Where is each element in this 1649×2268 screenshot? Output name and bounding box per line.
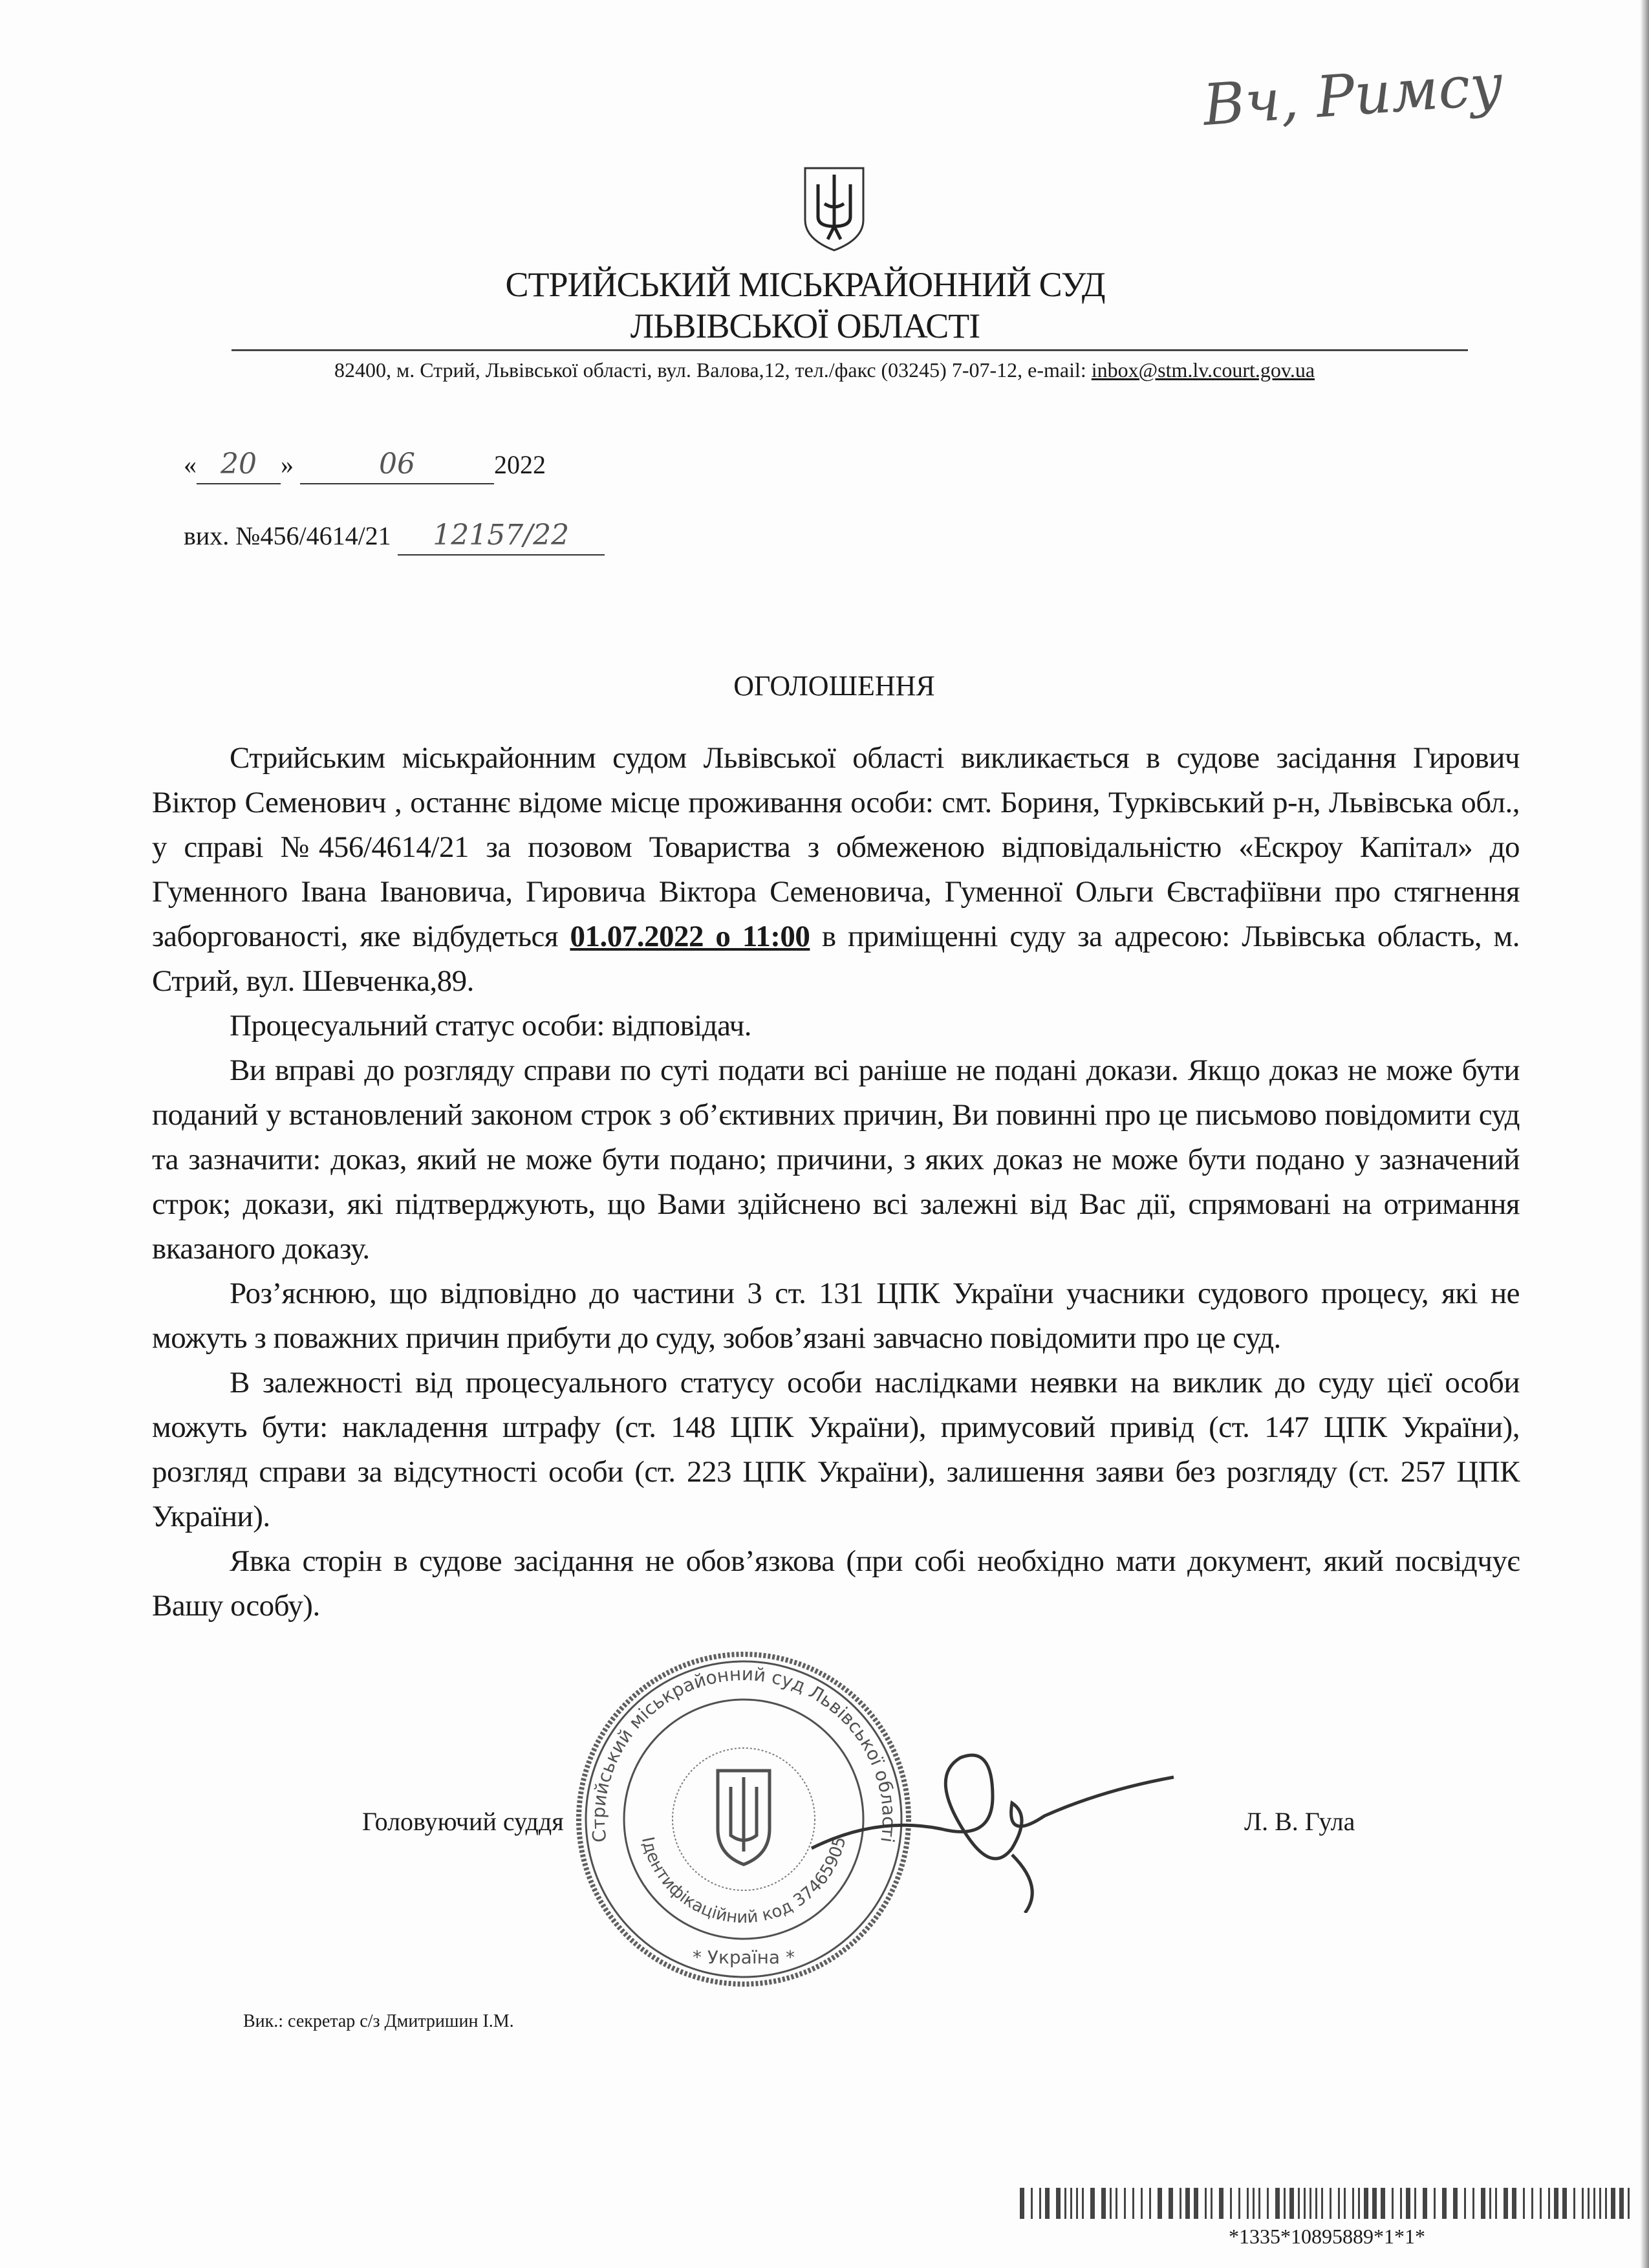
quote-close: » <box>281 450 294 479</box>
document-heading: ОГОЛОШЕННЯ <box>733 670 935 702</box>
date-year: 2022 <box>494 450 546 479</box>
barcode-bar <box>1238 2188 1240 2219</box>
barcode-bar <box>1141 2188 1143 2219</box>
court-address <box>0 357 1649 383</box>
barcode-bar <box>1472 2188 1474 2219</box>
barcode-bar <box>1381 2188 1385 2219</box>
barcode-bar <box>1573 2188 1575 2219</box>
barcode-bar <box>1020 2188 1024 2219</box>
barcode-bar <box>1082 2188 1084 2219</box>
barcode-bar <box>1211 2188 1212 2219</box>
date-month: 06 <box>379 448 415 481</box>
document-date <box>184 446 546 484</box>
barcode-bar <box>1110 2188 1112 2219</box>
paragraph-notice: Роз’яснюю, що відповідно до частини 3 ст. 131 ЦПК України учасники судового процесу, які не можуть з поважних причин прибути до суду, зобов’язані завчасно повідомити про це суд. <box>152 1277 1520 1355</box>
barcode-bar <box>1352 2188 1354 2219</box>
barcode-bar <box>1321 2188 1323 2219</box>
barcode-bar <box>1310 2188 1311 2219</box>
barcode-bar <box>1194 2188 1198 2219</box>
barcode-text: *1335*10895889*1*1* <box>1229 2225 1425 2248</box>
barcode-bar <box>1548 2188 1550 2219</box>
barcode-bar <box>1523 2188 1525 2219</box>
header-divider <box>232 349 1468 351</box>
barcode-bar <box>1330 2188 1331 2219</box>
barcode-bar <box>1045 2188 1050 2219</box>
barcode-bar <box>1124 2188 1126 2219</box>
barcode-bar <box>1503 2188 1508 2219</box>
barcode-bar <box>1230 2188 1232 2219</box>
reference-label: вих. №456/4614/21 <box>184 521 391 550</box>
seal-inner-text: Ідентифікаційний код 37465905 <box>637 1835 850 1928</box>
barcode-bar <box>1628 2188 1630 2219</box>
barcode-bar <box>1512 2188 1516 2219</box>
court-name: СТРИЙСЬКИЙ МІСЬКРАЙОННИЙ СУД <box>505 265 1105 304</box>
quote-open: « <box>184 450 197 479</box>
barcode-bar <box>1298 2188 1300 2219</box>
barcode-bar <box>1554 2188 1558 2219</box>
barcode-bar <box>1414 2188 1416 2219</box>
barcode-bar <box>1070 2188 1072 2219</box>
barcode-bar <box>1582 2188 1584 2219</box>
barcode-bar <box>1540 2188 1542 2219</box>
barcode-bar <box>1064 2188 1066 2219</box>
barcode-bar <box>1076 2188 1078 2219</box>
outgoing-reference <box>184 517 605 556</box>
paragraph-status: Процесуальний статус особи: відповідач. <box>230 1009 752 1042</box>
judge-position: Головуючий суддя <box>362 1807 564 1836</box>
barcode-bar <box>1453 2188 1458 2219</box>
barcode-bar <box>1132 2188 1134 2219</box>
date-day: 20 <box>221 448 257 481</box>
barcode-bar <box>1364 2188 1368 2219</box>
email-link[interactable]: inbox@stm.lv.court.gov.ua <box>1091 358 1315 382</box>
barcode-bar <box>1267 2188 1269 2219</box>
trident-emblem-icon <box>802 165 867 252</box>
barcode-bar <box>1289 2188 1294 2219</box>
document-lower-section <box>152 736 1520 2033</box>
barcode-bar <box>1275 2188 1280 2219</box>
document-body <box>152 736 1520 1628</box>
barcode-bar <box>1116 2188 1117 2219</box>
barcode-bar <box>1605 2188 1607 2219</box>
barcode-bar <box>1056 2188 1061 2219</box>
court-region: ЛЬВІВСЬКОЇ ОБЛАСТІ <box>630 307 980 345</box>
barcode-bar <box>1031 2188 1033 2219</box>
seal-country: * Україна * <box>693 1947 795 1968</box>
barcode-bar <box>1442 2188 1447 2219</box>
barcode-bar <box>1481 2188 1485 2219</box>
barcode-bar <box>1619 2188 1624 2219</box>
paragraph-consequences: В залежності від процесуального статусу особи наслідками неявки на виклик до суду цієї особи можуть бути: накладення штрафу (ст. 148 ЦПК України), примусовий привід (ст. 147 ЦПК України), розгляд справи за відсутності особи (ст. 223 ЦПК України), залишення заяви без розгляду (ст. 257 ЦПК України). <box>152 1366 1520 1533</box>
barcode-bar <box>1400 2188 1402 2219</box>
barcode-bar <box>1434 2188 1436 2219</box>
paragraph-summons <box>152 736 1520 1004</box>
barcode-bar <box>1406 2188 1410 2219</box>
executor-line: Вик.: секретар с/з Дмитришин І.М. <box>243 2011 514 2031</box>
barcode-bar <box>1149 2188 1151 2219</box>
barcode-bar <box>1253 2188 1255 2219</box>
barcode-bar <box>1464 2188 1466 2219</box>
barcode-bar <box>1599 2188 1601 2219</box>
handwritten-note: Вч, Римсу <box>1200 50 1505 139</box>
scan-edge <box>1640 0 1649 2268</box>
barcode-bar <box>1315 2188 1317 2219</box>
barcode-bar <box>1372 2188 1377 2219</box>
judge-signature <box>799 1719 1187 1913</box>
seal-trident-icon <box>718 1771 770 1864</box>
barcode-bar <box>1611 2188 1615 2219</box>
reference-number: 12157/22 <box>433 519 570 552</box>
address-text: 82400, м. Стрий, Львівської області, вул. Валова,12, тел./факс (03245) 7-07-12, e-mail: <box>334 358 1092 382</box>
barcode-bar <box>1304 2188 1306 2219</box>
hearing-datetime: 01.07.2022 о 11:00 <box>570 920 810 953</box>
barcode-bar <box>1185 2188 1190 2219</box>
barcode-bar <box>1489 2188 1491 2219</box>
barcode-bar <box>1423 2188 1427 2219</box>
barcode-bar <box>1180 2188 1181 2219</box>
barcode-bar <box>1392 2188 1394 2219</box>
barcode-bar <box>1495 2188 1497 2219</box>
barcode-bar <box>1284 2188 1286 2219</box>
summons-location: в приміщенні суду за адресою: Львівська область, м. Стрий, вул. Шевченка,89. <box>152 920 1520 998</box>
paragraph-attendance: Явка сторін в судове засідання не обов’язкова (при собі необхідно мати документ, який посвідчує Вашу особу). <box>152 1544 1520 1623</box>
signature-block <box>152 1641 1520 2003</box>
barcode-bar <box>1562 2188 1567 2219</box>
barcode-bar <box>1258 2188 1260 2219</box>
barcode-bar <box>1090 2188 1095 2219</box>
barcode <box>1020 2188 1634 2219</box>
summons-text: Стрийським міськрайонним судом Львівської області викликається в судове засідання Гирович Віктор Семенович , останнє відоме місце проживання особи: смт. Бориня, Турківський р-н, Львівська обл., у справі №456/4614/21 за позовом Товариства з обмеженою відповідальністю «Ескроу Капітал» до Гуменного Івана Івановича, Гировича Віктора Семеновича, Гуменної Ольги Євстафіївни про стягнення заборгованості, яке відбудеться <box>152 741 1520 953</box>
barcode-bar <box>1358 2188 1360 2219</box>
barcode-bar <box>1593 2188 1595 2219</box>
barcode-bar <box>1101 2188 1106 2219</box>
barcode-bar <box>1588 2188 1590 2219</box>
barcode-bar <box>1344 2188 1346 2219</box>
paragraph-evidence: Ви вправі до розгляду справи по суті подати всі раніше не подані докази. Якщо доказ не може бути поданий у встановлений законом строк з об’єктивних причин, Ви повинні про це письмово повідомити суд та зазначити: доказ, який не може бути подано; причини, з яких доказ не може бути подано у зазначений строк; докази, які підтверджують, що Вами здійснено всі залежні від Вас дії, спрямовані на отримання вказаного доказу. <box>152 1053 1520 1266</box>
barcode-bar <box>1338 2188 1340 2219</box>
barcode-bar <box>1158 2188 1162 2219</box>
barcode-bar <box>1219 2188 1223 2219</box>
barcode-bar <box>1169 2188 1173 2219</box>
barcode-bar <box>1247 2188 1249 2219</box>
barcode-bar <box>1531 2188 1533 2219</box>
judge-name: Л. В. Гула <box>1244 1807 1355 1836</box>
barcode-bar <box>1205 2188 1207 2219</box>
seal-outer-text: Стрийський міськрайонний суд Львівської області <box>587 1663 900 1844</box>
barcode-bar <box>1039 2188 1041 2219</box>
